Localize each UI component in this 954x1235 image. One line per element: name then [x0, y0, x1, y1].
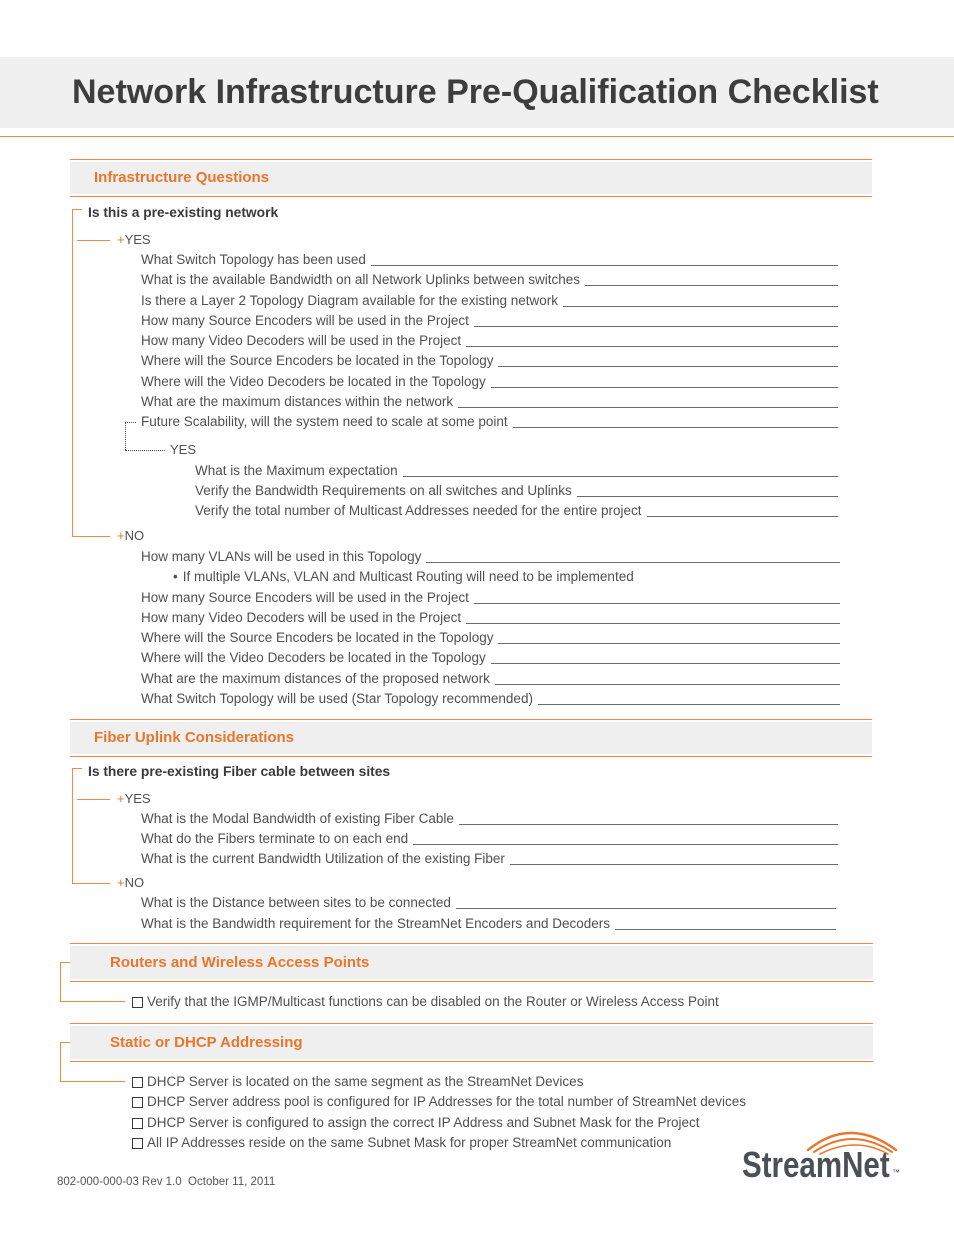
checklist-bracket — [60, 962, 70, 1002]
question-text: What is the Modal Bandwidth of existing Fiber Cable — [141, 811, 454, 826]
answer-line[interactable] — [426, 547, 840, 563]
question-text: What do the Fibers terminate to on each end — [141, 831, 409, 846]
question-text: How many Video Decoders will be used in the Project — [141, 609, 462, 625]
answer-line[interactable] — [513, 412, 838, 428]
addressing-checklist — [132, 1072, 746, 1153]
checklist-connector — [60, 1081, 125, 1082]
answer-line[interactable] — [491, 648, 840, 664]
section-title: Fiber Uplink Considerations — [94, 729, 295, 746]
section-title: Routers and Wireless Access Points — [110, 954, 370, 971]
question-text: What Switch Topology will be used (Star Topology recommended) — [141, 690, 533, 706]
scalability-dotted-bracket — [125, 422, 136, 450]
section-title: Infrastructure Questions — [94, 169, 270, 186]
section-header-infrastructure — [70, 159, 872, 197]
question-row — [141, 849, 838, 869]
checkbox[interactable] — [132, 1118, 143, 1129]
title-rule — [0, 136, 954, 137]
branch-label: YES — [124, 232, 151, 247]
checkbox[interactable] — [132, 1077, 143, 1088]
question-row — [141, 331, 838, 351]
question-row — [141, 893, 836, 914]
answer-line[interactable] — [538, 689, 840, 705]
branch-no — [117, 873, 144, 893]
checklist-text: DHCP Server is located on the same segment as the StreamNet Devices — [147, 1074, 584, 1089]
branch-bracket — [72, 768, 82, 884]
branch-connector-no — [72, 883, 110, 884]
checklist-text: DHCP Server address pool is configured for IP Addresses for the total number of StreamNet devices — [147, 1094, 747, 1110]
question-row — [141, 689, 840, 709]
checklist-text: Verify that the IGMP/Multicast functions can be disabled on the Router or Wireless Access Point — [147, 994, 719, 1009]
branch-yes — [117, 230, 151, 250]
answer-line[interactable] — [495, 669, 840, 685]
answer-line[interactable] — [466, 608, 840, 624]
question-text: Where will the Video Decoders be located in the Topology — [141, 373, 486, 389]
scalability-row — [141, 412, 838, 432]
question-row — [141, 392, 838, 412]
checklist-item — [132, 1092, 746, 1112]
checklist-text: All IP Addresses reside on the same Subnet Mask for proper StreamNet communication — [147, 1134, 672, 1150]
answer-line[interactable] — [466, 331, 838, 347]
router-checklist — [132, 992, 719, 1012]
question-row — [141, 588, 840, 608]
question-row — [195, 461, 838, 481]
answer-line[interactable] — [498, 628, 840, 644]
checklist-item — [132, 1113, 746, 1133]
answer-line[interactable] — [413, 829, 838, 845]
question-heading: Is there pre-existing Fiber cable between sites — [88, 764, 391, 779]
answer-line[interactable] — [491, 372, 838, 388]
question-text: How many Video Decoders will be used in the Project — [141, 333, 462, 348]
question-row — [141, 270, 838, 290]
checklist-connector — [60, 1001, 125, 1002]
question-row — [195, 481, 838, 501]
checklist-text: DHCP Server is configured to assign the correct IP Address and Subnet Mask for the Project — [147, 1114, 700, 1130]
answer-line[interactable] — [577, 481, 838, 497]
question-text: What is the Maximum expectation — [195, 463, 398, 478]
answer-line[interactable] — [459, 809, 838, 825]
yes-question-list — [141, 809, 838, 869]
title-band — [0, 57, 954, 128]
answer-line[interactable] — [403, 461, 838, 477]
question-row — [141, 291, 838, 311]
question-text: What are the maximum distances within the network — [141, 393, 454, 409]
question-text: What Switch Topology has been used — [141, 252, 366, 267]
question-text: What is the available Bandwidth on all Network Uplinks between switches — [141, 272, 580, 288]
section-title: Static or DHCP Addressing — [110, 1034, 303, 1051]
answer-line[interactable] — [585, 270, 838, 286]
answer-line[interactable] — [371, 250, 838, 266]
question-row — [141, 608, 840, 628]
branch-yes — [117, 789, 151, 809]
question-text: What is the current Bandwidth Utilization of the existing Fiber — [141, 851, 505, 866]
question-text: Where will the Video Decoders be located in the Topology — [141, 650, 486, 666]
logo-wordmark: StreamNet — [742, 1144, 890, 1185]
question-row — [141, 311, 838, 331]
question-text: How many Source Encoders will be used in the Project — [141, 589, 469, 605]
checklist-item — [132, 992, 719, 1012]
bullet-icon: • — [173, 569, 178, 585]
question-text: Is there a Layer 2 Topology Diagram available for the existing network — [141, 292, 558, 308]
scalability-yes: YES — [170, 442, 197, 457]
answer-line[interactable] — [498, 351, 838, 367]
question-text: Verify the total number of Multicast Addresses needed for the entire project — [195, 503, 642, 518]
plus-icon: + — [117, 232, 125, 247]
question-row — [195, 501, 838, 521]
no-question-list — [141, 893, 836, 934]
branch-connector-yes — [77, 240, 110, 241]
checkbox[interactable] — [132, 1138, 143, 1149]
question-row — [141, 547, 840, 567]
question-text: What is the Bandwidth requirement for the StreamNet Encoders and Decoders — [141, 915, 610, 931]
plus-icon: + — [117, 528, 125, 543]
question-text: What are the maximum distances of the proposed network — [141, 670, 490, 686]
logo-trademark: ™ — [892, 1168, 900, 1177]
question-row — [141, 250, 838, 270]
checklist-bracket — [60, 1042, 70, 1082]
answer-line[interactable] — [458, 392, 838, 408]
question-row — [141, 648, 840, 668]
answer-line[interactable] — [474, 311, 838, 327]
plus-icon: + — [117, 875, 125, 890]
branch-connector-no — [72, 536, 110, 537]
section-header-routers — [70, 943, 873, 982]
checklist-item — [132, 1072, 746, 1092]
question-row — [141, 809, 838, 829]
question-text: Where will the Source Encoders be located in the Topology — [141, 630, 494, 645]
answer-line[interactable] — [563, 291, 838, 307]
branch-no — [117, 526, 144, 546]
branch-label: NO — [124, 875, 145, 890]
question-row — [141, 914, 836, 935]
question-text: Verify the Bandwidth Requirements on all switches and Uplinks — [195, 483, 572, 498]
section-header-fiber — [70, 719, 872, 757]
answer-line[interactable] — [456, 893, 836, 909]
section-header-addressing — [70, 1023, 873, 1062]
question-row — [141, 351, 838, 371]
checkbox[interactable] — [132, 997, 143, 1008]
scalability-question-list — [195, 461, 838, 521]
question-heading: Is this a pre-existing network — [88, 205, 279, 220]
no-question-list — [141, 547, 840, 709]
answer-line[interactable] — [510, 849, 838, 865]
question-text: Where will the Source Encoders be located in the Topology — [141, 353, 494, 369]
question-text: What is the Distance between sites to be connected — [141, 895, 451, 910]
question-row — [141, 669, 840, 689]
scalability-dotted-connector — [125, 450, 165, 451]
branch-label: YES — [124, 791, 151, 806]
answer-line[interactable] — [474, 588, 840, 604]
question-row — [141, 628, 840, 648]
branch-label: NO — [124, 528, 145, 543]
answer-line[interactable] — [647, 501, 839, 517]
note-text: If multiple VLANs, VLAN and Multicast Routing will need to be implemented — [182, 569, 634, 585]
branch-bracket — [72, 209, 82, 537]
checklist-item — [132, 1133, 746, 1153]
question-row — [141, 372, 838, 392]
answer-line[interactable] — [615, 914, 836, 930]
checkbox[interactable] — [132, 1097, 143, 1108]
vlan-note — [141, 567, 840, 587]
yes-question-list — [141, 250, 838, 432]
question-row — [141, 829, 838, 849]
branch-connector-yes — [77, 799, 110, 800]
question-text: How many VLANs will be used in this Topology — [141, 549, 422, 564]
plus-icon: + — [117, 791, 125, 806]
document-reference: 802-000-000-03 Rev 1.0 October 11, 2011 — [57, 1176, 276, 1188]
page-title: Network Infrastructure Pre-Qualification Checklist — [72, 73, 879, 111]
question-text: How many Source Encoders will be used in the Project — [141, 312, 469, 328]
question-text: Future Scalability, will the system need to scale at some point — [141, 414, 508, 429]
